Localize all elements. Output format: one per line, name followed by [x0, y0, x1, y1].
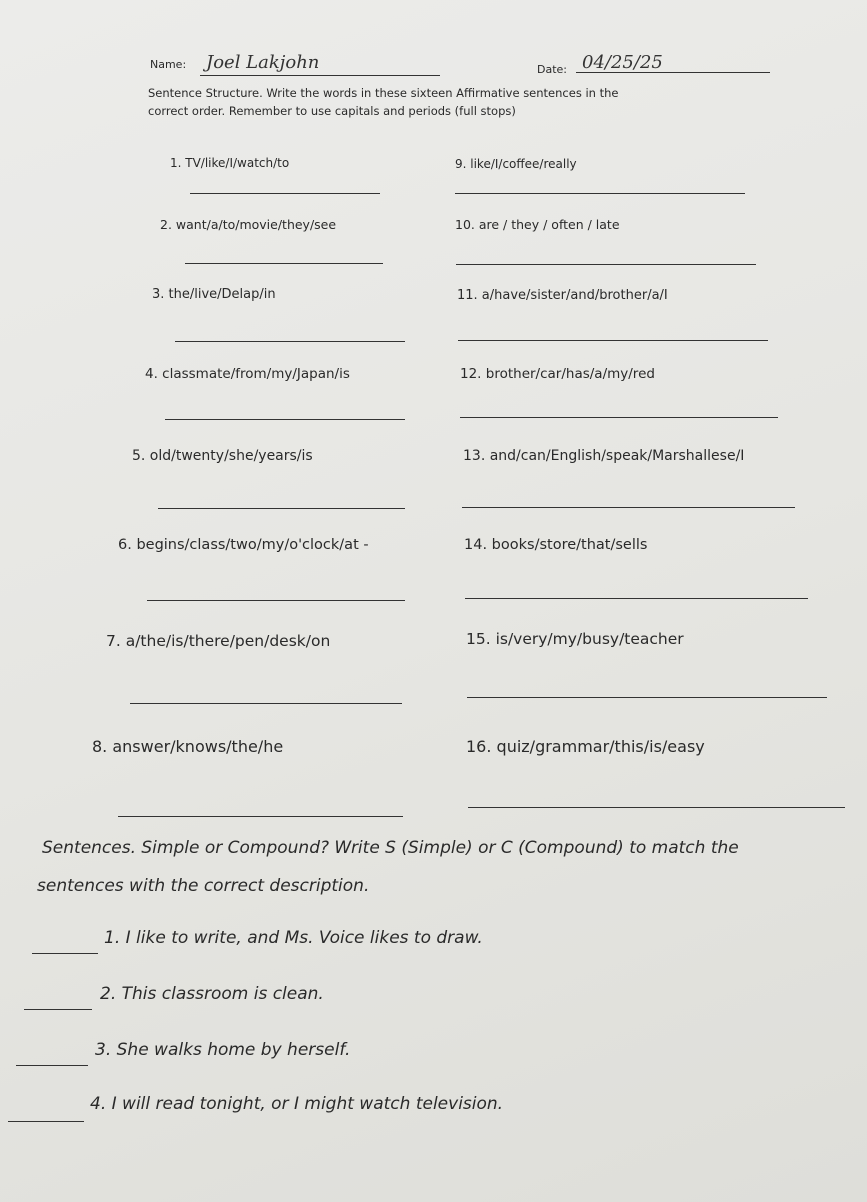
- answer-line-8[interactable]: [118, 816, 403, 817]
- blank-q1[interactable]: [32, 953, 98, 954]
- item-5: 5. old/twenty/she/years/is: [132, 448, 313, 464]
- answer-line-11[interactable]: [458, 340, 768, 341]
- item-14: 14. books/store/that/sells: [464, 537, 648, 553]
- answer-line-2[interactable]: [185, 263, 383, 264]
- question-3: 3. She walks home by herself.: [95, 1040, 351, 1060]
- answer-line-13[interactable]: [462, 507, 795, 508]
- item-8: 8. answer/knows/the/he: [92, 737, 284, 756]
- answer-line-6[interactable]: [147, 600, 405, 601]
- date-label: Date:: [537, 63, 567, 76]
- answer-line-4[interactable]: [165, 419, 405, 420]
- blank-q3[interactable]: [16, 1065, 88, 1066]
- answer-line-10[interactable]: [456, 264, 756, 265]
- answer-line-15[interactable]: [467, 697, 827, 698]
- item-7: 7. a/the/is/there/pen/desk/on: [106, 632, 331, 650]
- item-3: 3. the/live/Delap/in: [152, 287, 276, 302]
- item-4: 4. classmate/from/my/Japan/is: [145, 366, 350, 382]
- item-9: 9. like/I/coffee/really: [455, 157, 577, 171]
- name-value: Joel Lakjohn: [206, 52, 320, 73]
- question-1: 1. I like to write, and Ms. Voice likes to draw.: [104, 928, 483, 948]
- date-line: [576, 72, 770, 73]
- item-11: 11. a/have/sister/and/brother/a/I: [457, 288, 668, 303]
- answer-line-12[interactable]: [460, 417, 778, 418]
- name-line: [200, 75, 440, 76]
- item-15: 15. is/very/my/busy/teacher: [466, 630, 684, 648]
- part2-instructions-line-2: sentences with the correct description.: [37, 876, 370, 896]
- answer-line-5[interactable]: [158, 508, 405, 509]
- part2-instructions-line-1: Sentences. Simple or Compound? Write S (Simple) or C (Compound) to match the: [42, 838, 739, 858]
- item-2: 2. want/a/to/movie/they/see: [160, 217, 337, 232]
- date-value: 04/25/25: [582, 52, 663, 73]
- item-1: 1. TV/like/I/watch/to: [170, 156, 290, 170]
- instructions-line-2: correct order. Remember to use capitals and periods (full stops): [148, 104, 516, 118]
- answer-line-3[interactable]: [175, 341, 405, 342]
- answer-line-14[interactable]: [465, 598, 808, 599]
- answer-line-7[interactable]: [130, 703, 402, 704]
- name-label: Name:: [150, 58, 187, 71]
- item-6: 6. begins/class/two/my/o'clock/at -: [118, 537, 369, 553]
- answer-line-1[interactable]: [190, 193, 380, 194]
- question-4: 4. I will read tonight, or I might watch television.: [90, 1094, 504, 1114]
- answer-line-16[interactable]: [468, 807, 845, 808]
- instructions-line-1: Sentence Structure. Write the words in these sixteen Affirmative sentences in the: [148, 86, 619, 100]
- answer-line-9[interactable]: [455, 193, 745, 194]
- question-2: 2. This classroom is clean.: [100, 984, 324, 1004]
- blank-q2[interactable]: [24, 1009, 92, 1010]
- item-10: 10. are / they / often / late: [455, 217, 620, 232]
- item-16: 16. quiz/grammar/this/is/easy: [466, 737, 705, 756]
- item-12: 12. brother/car/has/a/my/red: [460, 366, 655, 382]
- blank-q4[interactable]: [8, 1121, 84, 1122]
- item-13: 13. and/can/English/speak/Marshallese/I: [463, 448, 745, 464]
